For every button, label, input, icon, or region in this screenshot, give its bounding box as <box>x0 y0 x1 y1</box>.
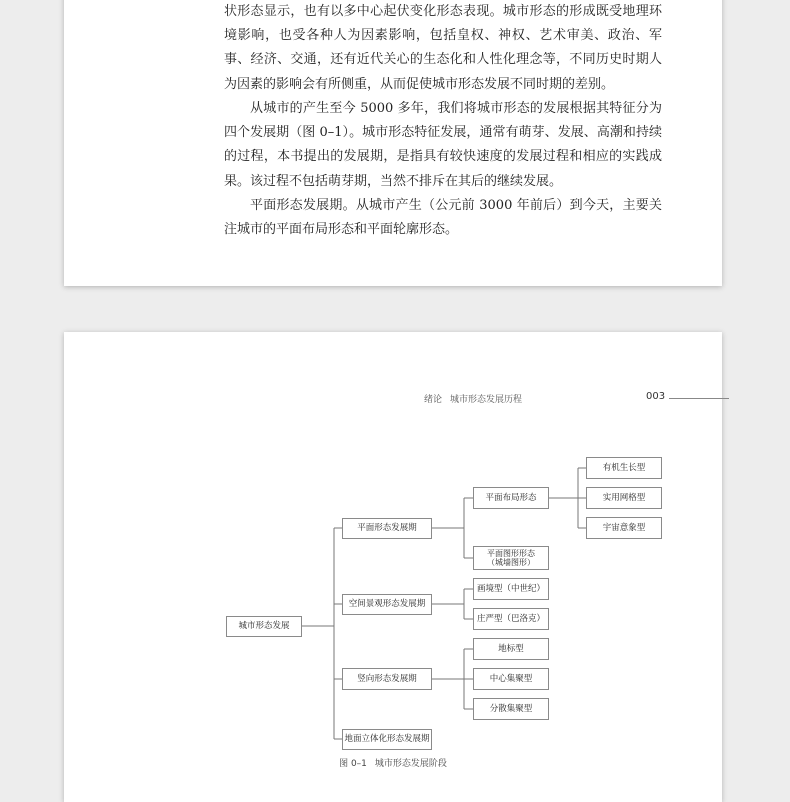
node-period-vertical: 竖向形态发展期 <box>342 668 432 690</box>
node-layout-cosmic: 宇宙意象型 <box>586 517 662 539</box>
node-period-plane: 平面形态发展期 <box>342 518 432 539</box>
running-head-title: 城市形态发展历程 <box>450 395 523 405</box>
document-page-bottom <box>64 332 722 802</box>
node-layout-grid: 实用网格型 <box>586 487 662 509</box>
body-paragraph-3: 平面形态发展期。从城市产生（公元前 3000 年前后）到今天，主要关注城市的平面布局形态和平面轮廓形态。 <box>224 198 662 238</box>
figure-title: 城市形态发展阶段 <box>374 759 447 769</box>
node-spatial-baroque: 庄严型（巴洛克） <box>473 608 549 630</box>
running-head-section: 绪论 <box>424 395 443 405</box>
node-root: 城市形态发展 <box>226 616 302 637</box>
node-vertical-central: 中心集聚型 <box>473 668 549 690</box>
figure-caption <box>64 756 722 769</box>
node-plane-layout: 平面布局形态 <box>473 487 549 509</box>
document-page-top <box>64 0 722 286</box>
figure-number: 图 0–1 <box>339 759 367 769</box>
page-number: 003 <box>646 391 666 402</box>
body-paragraph-1: 状形态显示，也有以多中心起伏变化形态表现。城市形态的形成既受地理环境影响，也受各种人为因素影响，包括皇权、神权、艺术审美、政治、军事、经济、交通，还有近代关心的生态化和人性化理念等，不同历史时期人为因素的影响会有所侧重，从而促使城市形态发展不同时期的差别。 <box>224 4 662 92</box>
node-period-ground: 地面立体化形态发展期 <box>342 729 432 750</box>
node-plane-figure: 平面图形形态 （城墙图形） <box>473 546 549 570</box>
node-layout-organic: 有机生长型 <box>586 457 662 479</box>
body-paragraph-2: 从城市的产生至今 5000 多年，我们将城市形态的发展根据其特征分为四个发展期（图 0–1）。城市形态特征发展，通常有萌芽、发展、高潮和持续的过程，本书提出的发展期，是指具有较快速度的发展过程和相应的实践成果。该过程不包括萌芽期，当然不排斥在其后的继续发展。 <box>224 101 662 189</box>
node-vertical-landmark: 地标型 <box>473 638 549 660</box>
node-spatial-picturesque: 画境型（中世纪） <box>473 578 549 600</box>
node-vertical-dispersed: 分散集聚型 <box>473 698 549 720</box>
node-period-spatial: 空间景观形态发展期 <box>342 594 432 615</box>
